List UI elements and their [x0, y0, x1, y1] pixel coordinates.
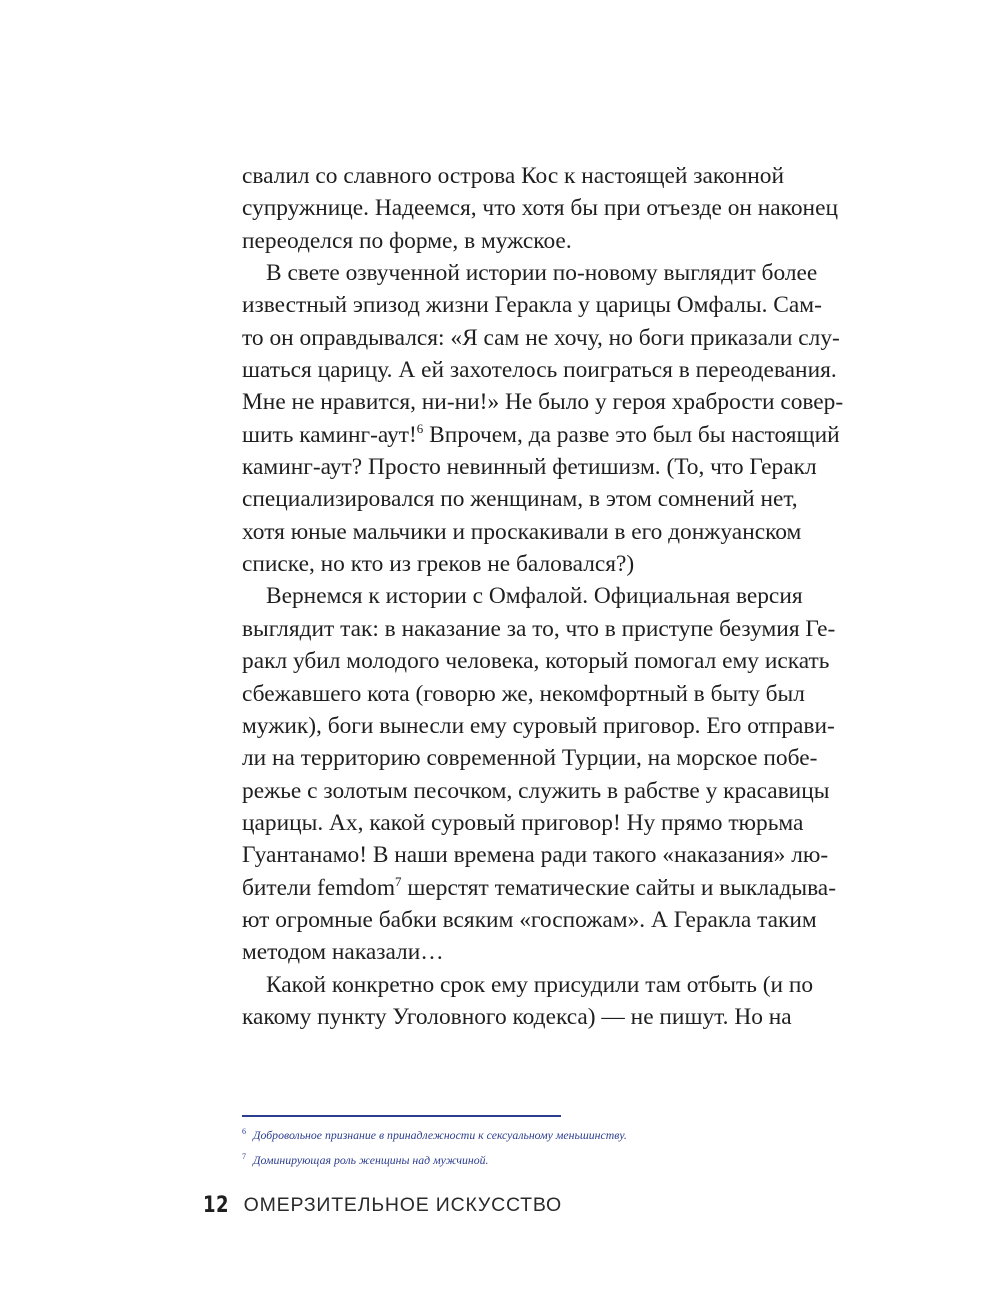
footnote-7	[242, 1152, 489, 1168]
text-line-content: свалил со славного острова Кос к настоящей законной	[242, 163, 784, 189]
footnote-6	[242, 1127, 627, 1143]
text-line	[242, 936, 882, 968]
text-line-content: специализировался по женщинам, в этом сомнений нет,	[242, 486, 798, 513]
text-line-content: хотя юные мальчики и проскакивали в его донжуанском	[242, 518, 802, 545]
text-line-content: то он оправдывался: «Я сам не хочу, но боги приказали слу-	[242, 324, 840, 351]
text-line	[242, 580, 882, 612]
text-line	[242, 225, 882, 257]
text-line	[242, 613, 882, 645]
text-line	[242, 322, 882, 354]
footnote-number: 6	[242, 1127, 246, 1136]
footnote-number: 7	[242, 1152, 246, 1161]
text-line-content: Гуантанамо! В наши времена ради такого «наказания» лю-	[242, 842, 829, 869]
text-line	[242, 1001, 882, 1033]
text-line-content: В свете озвученной истории по-новому выглядит более	[266, 260, 818, 287]
text-line-content: царицы. Ах, какой суровый приговор! Ну прямо тюрьма	[242, 809, 804, 836]
text-line	[242, 742, 882, 774]
text-line	[242, 872, 882, 904]
text-line-content: переоделся по форме, в мужское.	[242, 227, 572, 254]
page-footer	[203, 1187, 562, 1223]
text-line-content: списке, но кто из греков не баловался?)	[242, 551, 635, 578]
text-line	[242, 419, 882, 451]
body-text	[242, 160, 882, 1033]
text-line-content: шить каминг-аут!	[242, 421, 417, 448]
text-line	[242, 839, 882, 871]
text-line-content: методом наказали…	[242, 939, 444, 966]
running-title: ОМЕРЗИТЕЛЬНОЕ ИСКУССТВО	[243, 1193, 563, 1216]
text-line	[242, 807, 882, 839]
text-line-content: каминг-аут? Просто невинный фетишизм. (То, что Геракл	[242, 454, 817, 481]
text-line	[242, 775, 882, 807]
text-line-content: ют огромные бабки всяким «госпожам». А Геракла таким	[242, 906, 817, 933]
footnote-text: Доминирующая роль женщины над мужчиной.	[253, 1153, 489, 1167]
text-line-content: сбежавшего кота (говорю же, некомфортный в быту был	[242, 680, 805, 707]
page-number: 12	[203, 1192, 229, 1218]
text-line-content: бители femdom	[242, 874, 396, 901]
text-line	[242, 969, 882, 1001]
footnote-marker: 7	[395, 873, 402, 889]
text-line	[242, 192, 882, 224]
text-line-content: шаться царицу. А ей захотелось поиграться в переодевания.	[242, 357, 837, 384]
text-line-content: ракл убил молодого человека, который помогал ему искать	[242, 648, 830, 675]
text-line	[242, 483, 882, 515]
footnote-text: Добровольное признание в принадлежности к сексуальному меньшинству.	[253, 1128, 627, 1142]
text-line	[242, 386, 882, 418]
text-line-content: мужик), боги вынесли ему суровый приговор. Его отправи-	[242, 712, 835, 739]
text-line-continuation: Впрочем, да разве это был бы настоящий	[423, 421, 840, 448]
text-line-content: супружнице. Надеемся, что хотя бы при отъезде он наконец	[242, 195, 838, 222]
text-line	[242, 451, 882, 483]
text-line-content: известный эпизод жизни Геракла у царицы Омфалы. Сам-	[242, 292, 822, 319]
text-line	[242, 678, 882, 710]
footnote-marker: 6	[416, 420, 424, 436]
text-line-content: ли на территорию современной Турции, на морское побе-	[242, 745, 818, 772]
text-line	[242, 289, 882, 321]
text-line	[242, 710, 882, 742]
footnote-divider	[242, 1115, 561, 1117]
text-line-continuation: шерстят тематические сайты и выкладыва-	[401, 874, 836, 901]
text-line	[242, 257, 882, 289]
text-line-content: Какой конкретно срок ему присудили там отбыть (и по	[266, 971, 814, 998]
text-line	[242, 904, 882, 936]
text-line-content: режье с золотым песочком, служить в рабстве у красавицы	[242, 777, 830, 804]
text-line	[242, 516, 882, 548]
text-line	[242, 354, 882, 386]
text-line-content: какому пункту Уголовного кодекса) — не пишут. Но на	[242, 1003, 792, 1030]
text-line	[242, 548, 882, 580]
text-line	[242, 160, 882, 192]
text-line-content: выглядит так: в наказание за то, что в приступе безумия Ге-	[242, 615, 836, 642]
text-line	[242, 645, 882, 677]
text-line-content: Вернемся к истории с Омфалой. Официальная версия	[266, 583, 803, 610]
text-line-content: Мне не нравится, ни-ни!» Не было у героя храбрости совер-	[242, 389, 844, 416]
